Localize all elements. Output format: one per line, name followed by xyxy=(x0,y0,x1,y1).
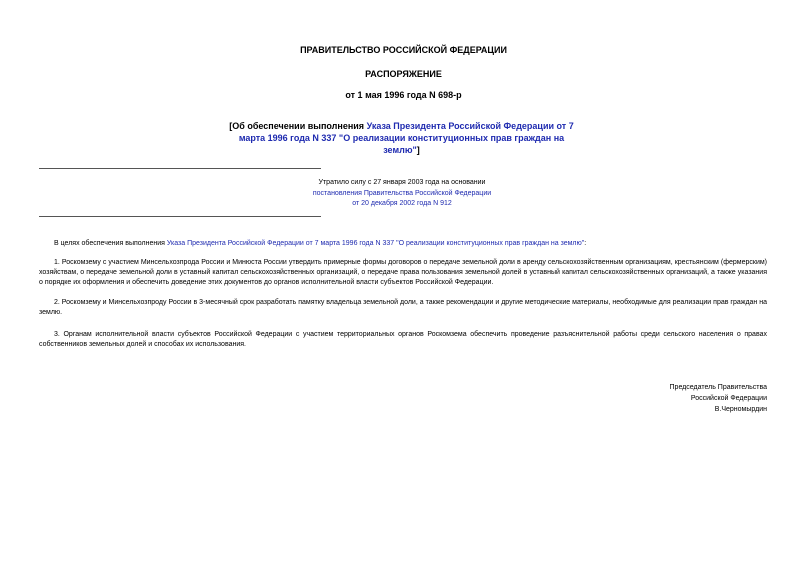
date-number-heading: от 1 мая 1996 года N 698-р xyxy=(345,90,462,100)
paragraph-item-2: 2. Роскомзему и Минсельхозпроду России в 3-месячный срок разработать памятку владельца земельной доли, а также рекомендации и другие методические материалы, необходимые для реализации прав граждан на землю. xyxy=(39,299,767,316)
issuer-heading: ПРАВИТЕЛЬСТВО РОССИЙСКОЙ ФЕДЕРАЦИИ xyxy=(300,45,507,55)
document-title xyxy=(220,120,583,156)
expired-link-line2: от 20 декабря 2002 года N 912 xyxy=(352,200,452,207)
intro-prefix: В целях обеспечения выполнения xyxy=(54,240,167,247)
paragraph-item-3: 3. Органам исполнительной власти субъектов Российской Федерации с участием территориальных органов Роскомзема обеспечить проведение разъяснительной работы среди сельского населения о правах собственников земельных долей и способах их использования. xyxy=(39,331,767,348)
expired-link-line1: постановления Правительства Российской Федерации xyxy=(312,189,492,197)
expired-resolution-link[interactable] xyxy=(260,189,544,210)
divider-top xyxy=(39,168,321,169)
intro-suffix: : xyxy=(584,240,587,247)
intro-decree-link[interactable]: Указа Президента Российской Федерации от 7 марта 1996 года N 337 "О реализации конституционных прав граждан на землю" xyxy=(166,240,585,247)
expired-notice xyxy=(260,178,544,210)
document-type-heading: РАСПОРЯЖЕНИЕ xyxy=(365,69,442,79)
signature-name: В.Черномырдин xyxy=(714,406,767,413)
signature-position-line2: Российской Федерации xyxy=(690,395,767,402)
signature-block xyxy=(567,382,767,415)
title-open: [Об обеспечении выполнения xyxy=(229,121,367,131)
paragraph-item-1: 1. Роскомзему с участием Минсельхозпрода России и Минюста России утвердить примерные формы договоров о передаче земельной доли в аренду сельскохозяйственным организациям, крестьянским (фермерским) хозяйствам, о передаче земельной доли в уставный капитал сельскохозяйственных организаций, о передаче права пользования земельной долей в уставный капитал сельскохозяйственных организаций, а также указания о порядке их оформления и обеспечить доведение этих документов до органов исполнительной власти субъектов Российской Федерации. xyxy=(39,259,767,286)
title-close: ] xyxy=(416,145,420,155)
title-decree-link[interactable]: Указа Президента Российской Федерации от 7 марта 1996 года N 337 "О реализации конституционных прав граждан на землю" xyxy=(238,121,574,155)
divider-bottom xyxy=(39,216,321,217)
signature-position-line1: Председатель Правительства xyxy=(669,384,767,391)
expired-notice-text: Утратило силу с 27 января 2003 года на основании xyxy=(318,179,486,186)
intro-paragraph xyxy=(39,239,767,249)
